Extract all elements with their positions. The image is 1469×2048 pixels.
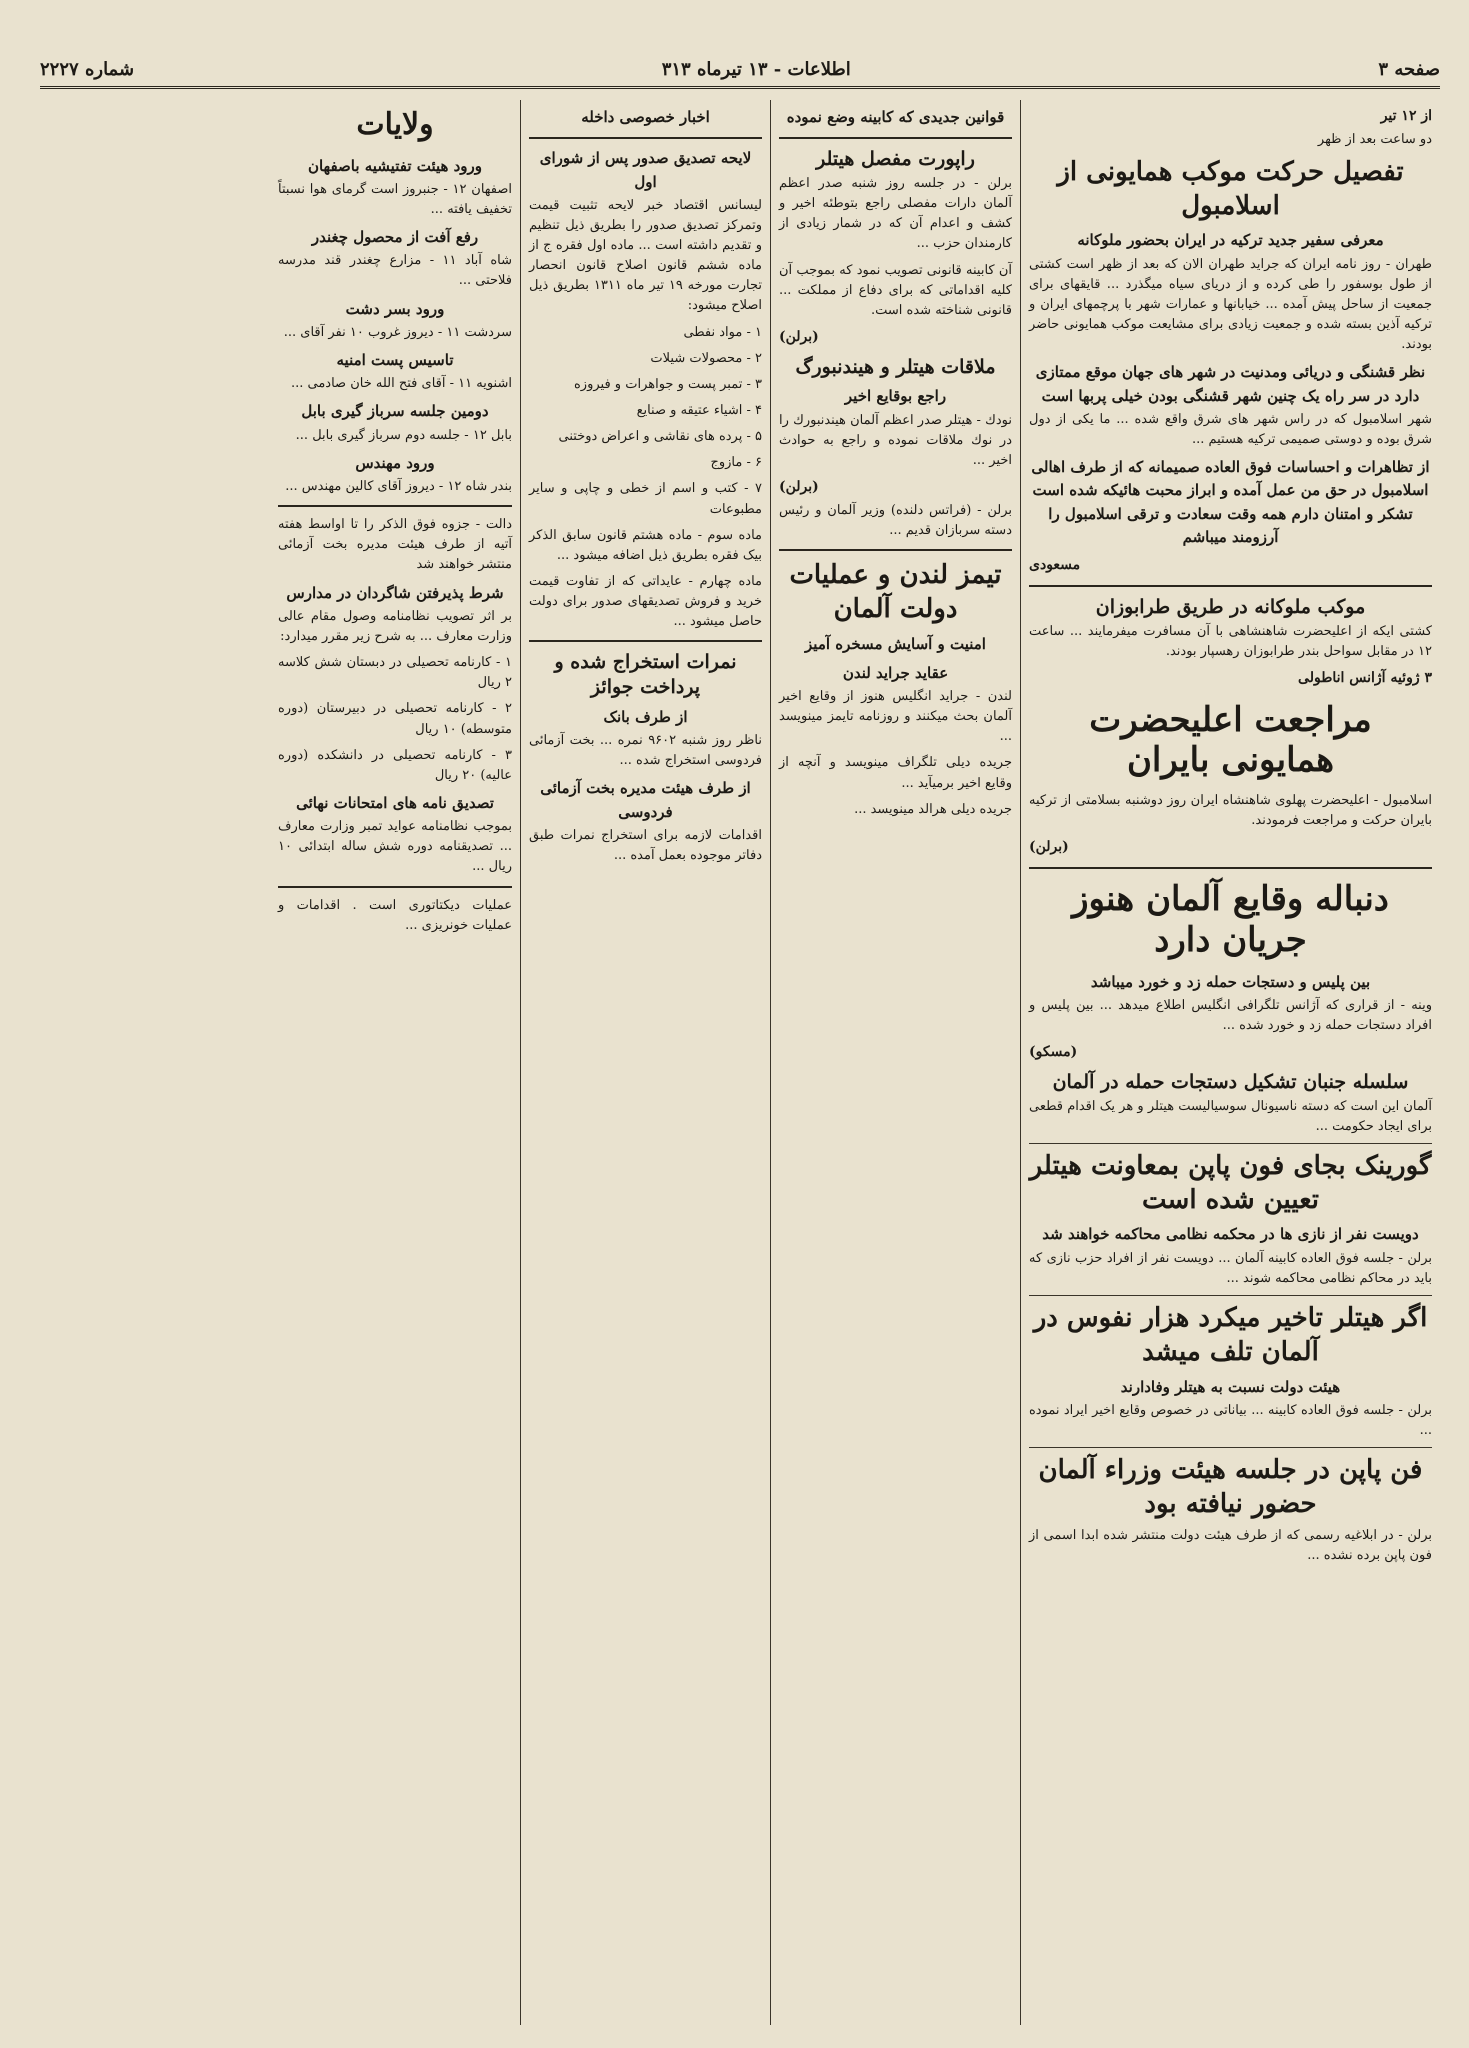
article-hindenburg: نودك - هیتلر صدر اعظم آلمان هیندنبورك را در نوك ملاقات نموده و راجع به حوادث اخیر ... [779,412,1012,468]
headline-von-papen: فن پاپن در جلسه هیئت وزراء آلمان حضور نیافته بود [1038,1455,1423,1519]
divider [1029,1295,1432,1296]
article-return: اسلامبول - اعلیحضرت پهلوی شاهنشاه ایران روز دوشنبه بسلامتی از ترکیه بایران حرکت و مراجعت فرمودند. [1029,793,1432,829]
divider [1029,1143,1432,1144]
list-item: ۷ - کتب و اسم از خطی و چاپی و سایر مطبوعات [529,481,762,517]
headline-final-exam-certificates: تصدیق نامه های امتحانات نهائی [296,793,494,812]
headline-lottery-numbers: نمرات استخراج شده و پرداخت جوائز [554,651,737,699]
headline-babol-conscription: دومین جلسه سرباز گیری بابل [301,402,489,421]
source-berlin: (برلن) [1029,839,1069,856]
source-berlin-2: (برلن) [779,478,819,495]
headline-times-london: تیمز لندن و عملیات دولت آلمان [789,559,1002,624]
list-item: ۵ - پرده های نقاشی و اعراض دوختنی [558,429,762,445]
headline-school-admission: شرط پذیرفتن شاگردان در مدارس [286,583,504,602]
headline-hindenburg-meeting: ملاقات هیتلر و هیندنبورگ [795,355,996,378]
article-beet-pest: شاه آباد ۱۱ - مزارع چغندر قند مدرسه فلاحتی ... [278,253,512,289]
headline-lottery-board: از طرف هیئت مدیره بخت آزمائی فردوسی [540,779,751,821]
subhead-police-clash: بین پلیس و دستجات حمله زد و خورد میباشد [1090,972,1371,991]
list-item: ۲ - محصولات شیلات [650,350,762,366]
export-items-list [529,323,762,520]
divider [779,137,1012,139]
headline-security-post: تاسیس پست امنیه [336,350,454,369]
headline-engineer: ورود مهندس [355,453,435,472]
list-item: ۴ - اشیاء عتیقه و صنایع [636,403,762,419]
headline-hitler-report: راپورت مفصل هیتلر [816,148,975,171]
list-item: ۳ - تمبر پست و جواهرات و فیروزه [574,376,762,392]
headline-goering: گورینک بجای فون پاپن بمعاونت هیتلر تعیین شده است [1029,1150,1432,1215]
article-sardasht: سردشت ۱۱ - دیروز غروب ۱۰ نفر آقای ... [283,324,512,340]
article-storm-troops: آلمان این است که دسته ناسیونال سوسیالیست هیتلر و هر یک اقدام قطعی برای ایجاد حکومت ... [1029,1098,1432,1134]
article-london-press: لندن - جراید انگلیس هنوز از وقایع اخیر آلمان بحث میکنند و روزنامه تایمز مینویسد ... [779,689,1012,745]
masthead [40,52,1440,89]
list-item: ۲ - کارنامه تحصیلی در دبیرستان (دوره متوسطه) ۱۰ ریال [278,701,512,737]
list-item: ۳ - کارنامه تحصیلی در دانشکده (دوره عالیه) ۲۰ ریال [278,747,512,783]
article-germany-events: وینه - از قراری که آژانس تلگرافی انگلیس اطلاع میدهد ... بین پلیس و افراد دستجات حمله زد و خورد شده ... [1029,997,1432,1034]
lottery-notice: دالت - جزوه فوق الذکر را تا اواسط هفته آتیه از طرف هیئت مدیره بخت آزمائی منتشر خواهند شد [278,517,512,573]
article-royal-departure: طهران - روز نامه ایران که جراید طهران الان که بعد از ظهر است کشتی از طول بوسفور را طی کرده و از دریای سیاه میگذرد ... قایقهای برای جمعیت از ساحل پیش آمده ... خیابانها و عمارات شهر با پرچمهای ایران و ترکیه آذین بسته شده و جمعیت زیادی برای مشایعت موکب همایونی حاضر بودند. [1029,256,1432,353]
subhead-bank: از طرف بانک [603,707,688,726]
article-trabzon: کشتی ایکه از اعلیحضرت شاهنشاهی با آن مسافرت میفرمایند ... ساعت ۱۲ در مقابل سواحل بندر طرابوزان رهسپار بودند. [1029,623,1432,659]
newspaper-page [40,40,1440,2025]
article-article-three: ماده سوم - ماده هشتم قانون سابق الذکر بیک فقره بطریق ذیل اضافه میشود ... [529,527,762,563]
article-school-admission: بر اثر تصویب نظامنامه وصول مقام عالی وزارت معارف ... به شرح زیر مقرر میدارد: [278,608,512,644]
subhead-ambassador: معرفی سفیر جدید ترکیه در ایران بحضور ملوکانه [1077,231,1384,250]
article-certificates: بموجب نظامنامه عواید تمبر وزارت معارف ... تصدیقنامه دوره شش ساله ابتدائی ۱۰ ریال ... [278,819,512,875]
article-von-papen: برلن - در ابلاغیه رسمی که از طرف هیئت دولت منتشر شده ابدا اسمی از فون پاپن برده نشده ... [1029,1527,1432,1563]
column-title-domestic: اخبار خصوصی داخله [581,108,710,126]
column-provinces [270,100,520,2025]
divider [1029,867,1432,869]
boxed-gratitude-quote: از تظاهرات و احساسات فوق العاده صمیمانه که از طرف اهالی اسلامبول در حق من عمل آمده و ابراز محبت هائیکه شده است تشکر و امتنان دارم همه وقت سعادت و ترقی اسلامبول را آرزومند میباشم [1031,458,1430,546]
article-lottery-board: اقدامات لازمه برای استخراج نمرات طبق دفاتر موجوده بعمل آمده ... [529,827,762,863]
article-hitler-delay: برلن - جلسه فوق العاده کابینه ... بیاناتی در خصوص وقایع اخیر ایراد نموده ... [1029,1402,1432,1438]
issue-number: شماره ۲۲۲۷ [40,58,135,80]
source-berlin: (برلن) [779,328,819,345]
divider [1029,585,1432,587]
article-veterans: برلن - (فراتس دلنده) وزیر آلمان و رئیس دسته سربازان قدیم ... [779,502,1012,538]
article-engineer: بندر شاه ۱۲ - دیروز آقای کالین مهندس ... [285,478,512,494]
headline-royal-departure: تفصیل حرکت موکب همایونی از اسلامبول [1057,156,1404,221]
divider [1029,1447,1432,1448]
time-line: دو ساعت بعد از ظهر [1317,131,1432,147]
article-babol: بابل ۱۲ - جلسه دوم سرباز گیری بابل ... [295,427,512,443]
divider [779,549,1012,551]
divider [529,137,762,139]
subhead-cabinet-loyal: هیئت دولت نسبت به هیتلر وفادارند [1120,1377,1341,1396]
divider [278,886,512,888]
article-dictatorship: عملیات دیکتاتوری است . اقدامات و عملیات خونریزی ... [278,897,512,933]
list-item: ۶ - مازوج [710,455,762,471]
headline-london-press: عقاید جراید لندن [842,663,949,682]
list-item: ۱ - کارنامه تحصیلی در دبستان شش کلاسه ۲ ریال [278,655,512,691]
article-daily-herald: جریده دیلی هرالد مینویسد ... [854,801,1012,817]
article-lottery: ناظر روز شنبه ۹۶۰۲ نمره ... بخت آزمائی فردوسی استخراج شده ... [529,733,762,769]
headline-storm-troops: سلسله جنبان تشکیل دستجات حمله در آلمان [1052,1070,1409,1093]
headline-export-bill: لایحه تصدیق صدور پس از شورای اول [539,149,752,191]
article-hitler-report: برلن - در جلسه روز شنبه صدر اعظم آلمان دارات مفصلی راجع بتوطئه اخیر و کشف و اعدام آن که در شمار زیادی از کارمندان حزب ... [779,175,1012,252]
subhead-security-mockery: امنیت و آسایش مسخره آمیز [805,634,986,653]
date-line: از ۱۲ تیر [1380,108,1432,124]
article-export-bill: لیسانس اقتصاد خبر لایحه تثبیت قیمت وتمرکز تصدیق صدور را بطریق ذیل تنظیم و تقدیم داشته است ... ماده اول فقره ج از ماده ششم قانون اصلاح قانون انحصار تجارت مورخه ۱۹ تیر ماه ۱۳۱۱ بطریق ذیل اصلاح میشود: [529,197,762,314]
article-security-post: اشنویه ۱۱ - آقای فتح الله خان صادمی ... [290,376,512,392]
article-article-four: ماده چهارم - عایداتی که از تفاوت قیمت خرید و فروش تصدیقهای صدور برای دولت حاصل میشود ... [529,574,762,630]
paper-name: اطلاعات - ۱۳ تیرماه ۳۱۳ [661,58,851,80]
subhead-recent-events: راجع بوقایع اخیر [844,387,947,406]
column-domestic-news [520,100,770,2025]
list-item: ۱ - مواد نفطی [683,324,762,340]
column-germany-laws [770,100,1020,2025]
column-title-new-laws: قوانین جدیدی که کابینه وضع نموده [786,108,1005,126]
signature: مسعودی [1029,557,1081,574]
column-world-news [1020,100,1440,2025]
source-moscow: (مسکو) [1029,1044,1078,1061]
headline-hitler-delay: اگر هیتلر تاخیر میکرد هزار نفوس در آلمان تلف میشد [1033,1302,1428,1367]
article-istanbul: شهر اسلامبول که در راس شهر های شرق واقع شده ... ما یکی از دول شرق بوده و دوستی صمیمی ترکیه هستیم ... [1029,411,1432,448]
article-goering: برلن - جلسه فوق العاده کابینه آلمان ... دویست نفر از افراد حزب نازی که باید در محاکم نظامی محاکمه شوند ... [1029,1250,1432,1286]
article-cabinet-law: آن کابینه قانونی تصویب نمود که بموجب آن کلیه اقداماتی که برای دفاع از مملکت ... قانونی شناخته شده است. [779,262,1012,318]
headline-germany-events: دنباله وقایع آلمان هنوز جریان دارد [1072,879,1389,960]
section-title-provinces: ولایات [356,107,434,142]
agency-line: ۳ ژوئیه آژانس اناطولی [1298,669,1432,686]
headline-beet-pest: رفع آفت از محصول چغندر [311,228,479,247]
article-isfahan: اصفهان ۱۲ - جنبروز است گرمای هوا نسبتاً تخفیف یافته ... [278,181,513,217]
divider [529,640,762,642]
subhead-nazi-trials: دویست نفر از نازی ها در محکمه نظامی محاکمه خواهند شد [1042,1225,1419,1244]
page-label: صفحه ۳ [1378,58,1440,80]
divider [278,505,512,507]
headline-return-to-iran: مراجعت اعلیحضرت همایونی بایران [1089,699,1372,781]
headline-sardasht: ورود بسر دشت [345,299,445,318]
article-daily-telegraph: جریده دیلی تلگراف مینویسد و آنچه از وقایع اخیر برمیآید ... [779,755,1012,791]
headline-isfahan: ورود هیئت تفتیشیه باصفهان [307,156,483,175]
headline-trabzon: موکب ملوکانه در طریق طرابوزان [1095,595,1366,618]
boxed-istanbul-quote: نظر قشنگی و دریائی ومدنیت در شهر های جهان موقع ممتازی دارد در سر راه یک چنین شهر قشنگی بودن خیلی پربها است [1035,363,1426,405]
